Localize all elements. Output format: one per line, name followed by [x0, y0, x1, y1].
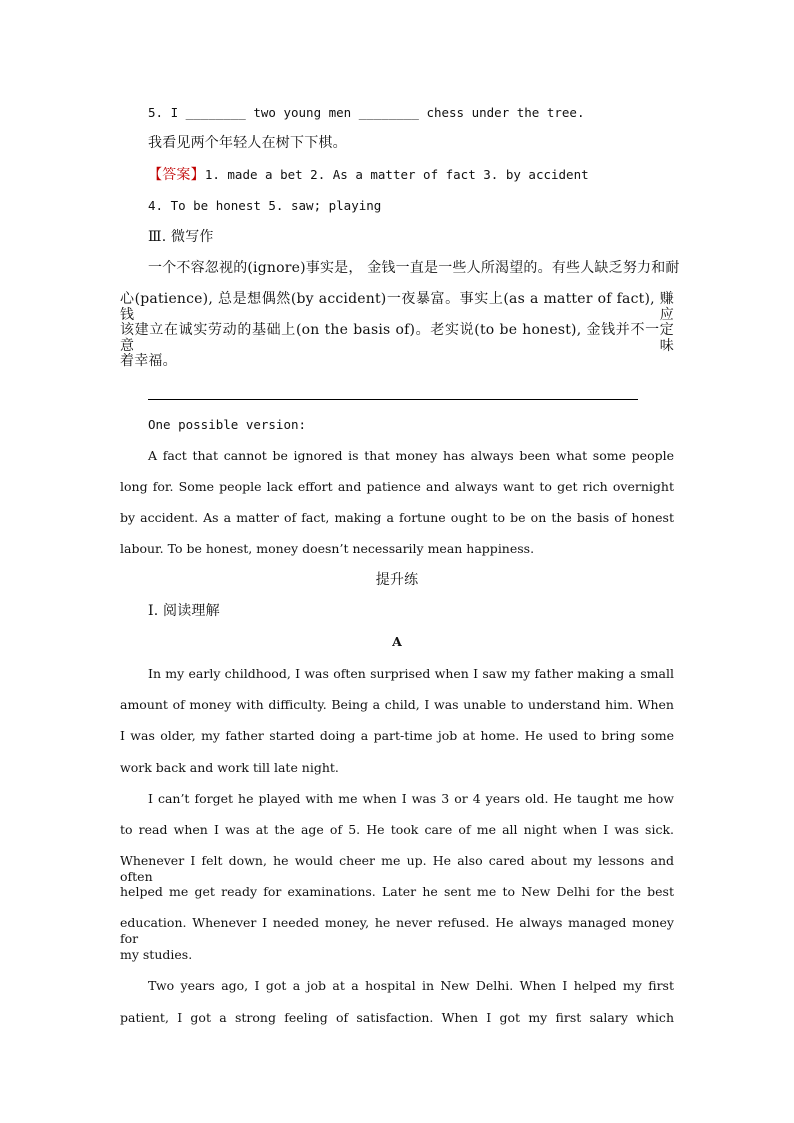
passage-line-9: education. Whenever I needed money, he never refused. He always managed money for: [120, 915, 674, 946]
passage-line-11: Two years ago, I got a job at a hospital in New Delhi. When I helped my first: [148, 978, 674, 993]
answer-tag: 【答案】: [148, 167, 205, 183]
version-line-4: labour. To be honest, money doesn’t necessarily mean happiness.: [120, 541, 535, 556]
passage-line-10: my studies.: [120, 947, 193, 962]
passage-line-12: patient, I got a strong feeling of satisfaction. When I got my first salary which: [120, 1010, 674, 1025]
passage-line-1: In my early childhood, I was often surprised when I saw my father making a small: [148, 666, 674, 681]
exercise-5-sentence: 5. I ________ two young men ________ chess under the tree.: [148, 105, 585, 120]
writing-prompt-line-3: 该建立在诚实劳动的基础上(on the basis of)。老实说(to be honest), 金钱并不一定意味: [120, 322, 674, 354]
answer-line-2: 4. To be honest 5. saw; playing: [148, 198, 382, 213]
version-line-3: by accident. As a matter of fact, making a fortune ought to be on the basis of honest: [120, 510, 674, 525]
writing-prompt-line-1: 一个不容忽视的(ignore)事实是， 金钱一直是一些人所渴望的。有些人缺乏努力和耐: [148, 260, 680, 276]
answer-text-1: 1. made a bet 2. As a matter of fact 3. by accident: [204, 167, 589, 182]
version-line-1: A fact that cannot be ignored is that money has always been what some people: [148, 448, 674, 463]
writing-heading: Ⅲ. 微写作: [148, 229, 214, 245]
passage-line-8: helped me get ready for examinations. Later he sent me to New Delhi for the best: [120, 884, 674, 899]
reading-heading: Ⅰ. 阅读理解: [148, 603, 220, 619]
version-line-2: long for. Some people lack effort and patience and always want to get rich overnight: [120, 479, 674, 494]
section-title: 提升练: [375, 572, 419, 588]
passage-line-4: work back and work till late night.: [120, 760, 339, 775]
writing-prompt-line-2: 心(patience), 总是想偶然(by accident)一夜暴富。事实上(as a matter of fact), 赚钱应: [120, 291, 674, 323]
answer-line-1: [148, 167, 589, 183]
passage-line-7: Whenever I felt down, he would cheer me up. He also cared about my lessons and often: [120, 853, 674, 884]
exercise-5-translation: 我看见两个年轻人在树下下棋。: [148, 135, 347, 151]
version-label: One possible version:: [148, 417, 307, 432]
passage-line-3: I was older, my father started doing a part-time job at home. He used to bring some: [120, 728, 674, 743]
writing-prompt-line-4: 着幸福。: [120, 353, 177, 369]
passage-line-2: amount of money with difficulty. Being a child, I was unable to understand him. When: [120, 697, 674, 712]
answer-rule: [148, 399, 638, 400]
passage-line-5: I can’t forget he played with me when I was 3 or 4 years old. He taught me how: [148, 791, 674, 806]
passage-line-6: to read when I was at the age of 5. He took care of me all night when I was sick.: [120, 822, 674, 837]
passage-letter: A: [392, 634, 402, 649]
